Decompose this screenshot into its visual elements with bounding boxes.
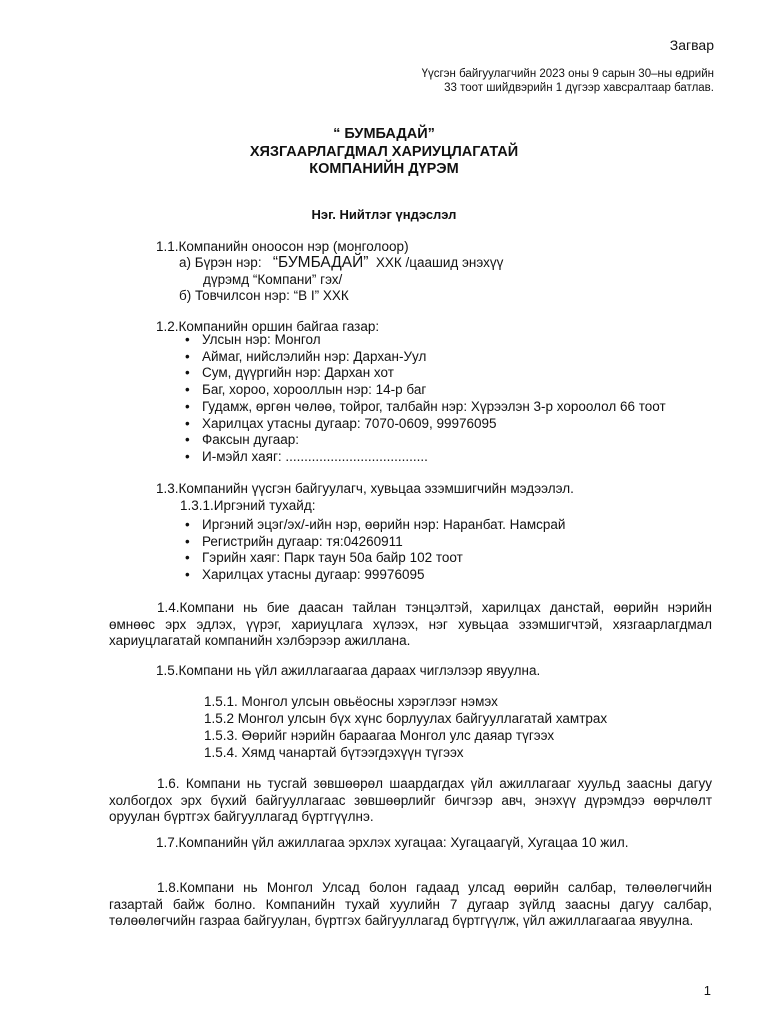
- list-item: • Аймаг, нийслэлийн нэр: Дархан-Уул: [185, 348, 427, 364]
- section-1-6: 1.6. Компани нь тусгай зөвшөөрөл шаардагдах үйл ажиллагааг хуульд заасны дагуу холбогдох эрх бүхий байгууллагаас зөвшөөрлийг бичгээр авч, энэхүү дүрэмдээ өөрчлөлт оруулан бүртгэх байгууллагад бүртгүүлнэ.: [109, 776, 712, 824]
- list-item: • Иргэний эцэг/эх/-ийн нэр, өөрийн нэр: Наранбат. Намсрай: [185, 517, 566, 532]
- section-1-4: 1.4.Компани нь бие даасан тайлан тэнцэлтэй, харилцах данстай, өөрийн нэрийн өмнөөс эрх эдлэх, үүрэг, хариуцлага хүлээх, нэг хувьцаа эзэмшигчтэй, хязгаарлагдмал хариуцлагатай компанийн хэлбэрээр ажиллана.: [109, 600, 712, 648]
- sample-label: Загвар: [669, 37, 714, 53]
- section-1-5-heading: 1.5.Компани нь үйл ажиллагаагаа дараах чиглэлээр явуулна.: [156, 663, 541, 678]
- full-name-suffix: ХХК /цаашид энэхүү: [375, 255, 504, 270]
- full-name-value: “БУМБАДАЙ”: [272, 254, 369, 271]
- approval-note: [422, 67, 714, 95]
- section-1-5-2: 1.5.2 Монгол улсын бүх хүнс борлуулах байгууллагатай хамтрах: [204, 711, 608, 726]
- section-1-5-4: 1.5.4. Хямд чанартай бүтээгдэхүүн түгээх: [204, 745, 464, 760]
- section-1-7: 1.7.Компанийн үйл ажиллагаа эрхлэх хугацаа: Хугацаагүй, Хугацаа 10 жил.: [156, 835, 629, 850]
- list-item: • Гудамж, өргөн чөлөө, тойрог, талбайн нэр: Хүрээлэн 3-р хороолол 66 тоот: [185, 398, 666, 414]
- approval-line-2: 33 тоот шийдвэрийн 1 дүгээр хавсралтаар батлав.: [444, 82, 714, 94]
- section-1-1-a-cont: дүрэмд “Компани” гэх/: [203, 272, 343, 287]
- founder-list: [178, 517, 565, 584]
- section-1-5-1: 1.5.1. Монгол улсын овьёосны хэрэглээг нэмэх: [204, 694, 498, 709]
- full-name-label: а) Бүрэн нэр:: [179, 255, 262, 270]
- title-charter: КОМПАНИЙН ДҮРЭМ: [309, 161, 459, 177]
- section-1-2-heading: 1.2.Компанийн оршин байгаа газар:: [156, 319, 380, 334]
- list-item: • Регистрийн дугаар: тя:04260911: [185, 533, 403, 549]
- title-company-type: ХЯЗГААРЛАГДМАЛ ХАРИУЦЛАГАТАЙ: [249, 144, 519, 160]
- list-item: • Баг, хороо, хорооллын нэр: 14-р баг: [185, 382, 427, 398]
- list-item: • Сум, дүүргийн нэр: Дархан хот: [185, 365, 394, 381]
- section-1-1-b: б) Товчилсон нэр: “В І” ХХК: [179, 288, 349, 303]
- address-list: [178, 332, 666, 466]
- section-1-5-3: 1.5.3. Өөрийг нэрийн бараагаа Монгол улс даяар түгээх: [204, 728, 555, 743]
- list-item: • Улсын нэр: Монгол: [185, 332, 321, 347]
- section-1-3-heading: 1.3.Компанийн үүсгэн байгуулагч, хувьцаа эзэмшигчийн мэдээлэл.: [156, 481, 574, 496]
- list-item: • Гэрийн хаяг: Парк таун 50а байр 102 тоот: [185, 550, 463, 566]
- section-1-3-1-heading: 1.3.1.Иргэний тухайд:: [180, 498, 316, 513]
- section-1-8: 1.8.Компани нь Монгол Улсад болон гадаад улсад өөрийн салбар, төлөөлөгчийн газартай байж болно. Компанийн тухай хуулийн 7 дугаар зүйлд заасны дагуу салбар, төлөөлөгчийн газраа байгуулан, бүртгэх байгууллагад бүртгүүлж, үйл ажиллагаагаа явуулна.: [109, 880, 712, 928]
- list-item: • Факсын дугаар:: [185, 432, 300, 448]
- section-1-1-a: [179, 254, 503, 271]
- section-1-1-heading: 1.1.Компанийн оноосон нэр (монголоор): [156, 239, 409, 254]
- chapter-heading: Нэг. Нийтлэг үндэслэл: [311, 207, 457, 222]
- list-item: • Харилцах утасны дугаар: 99976095: [185, 567, 425, 583]
- title-company-name: “ БУМБАДАЙ”: [333, 126, 435, 142]
- page-number: 1: [703, 983, 711, 998]
- list-item: • И-мэйл хаяг: ......................................: [185, 448, 428, 464]
- approval-line-1: Үүсгэн байгуулагчийн 2023 оны 9 сарын 30–ны өдрийн: [421, 68, 714, 80]
- list-item: • Харилцах утасны дугаар: 7070-0609, 99976095: [185, 415, 497, 431]
